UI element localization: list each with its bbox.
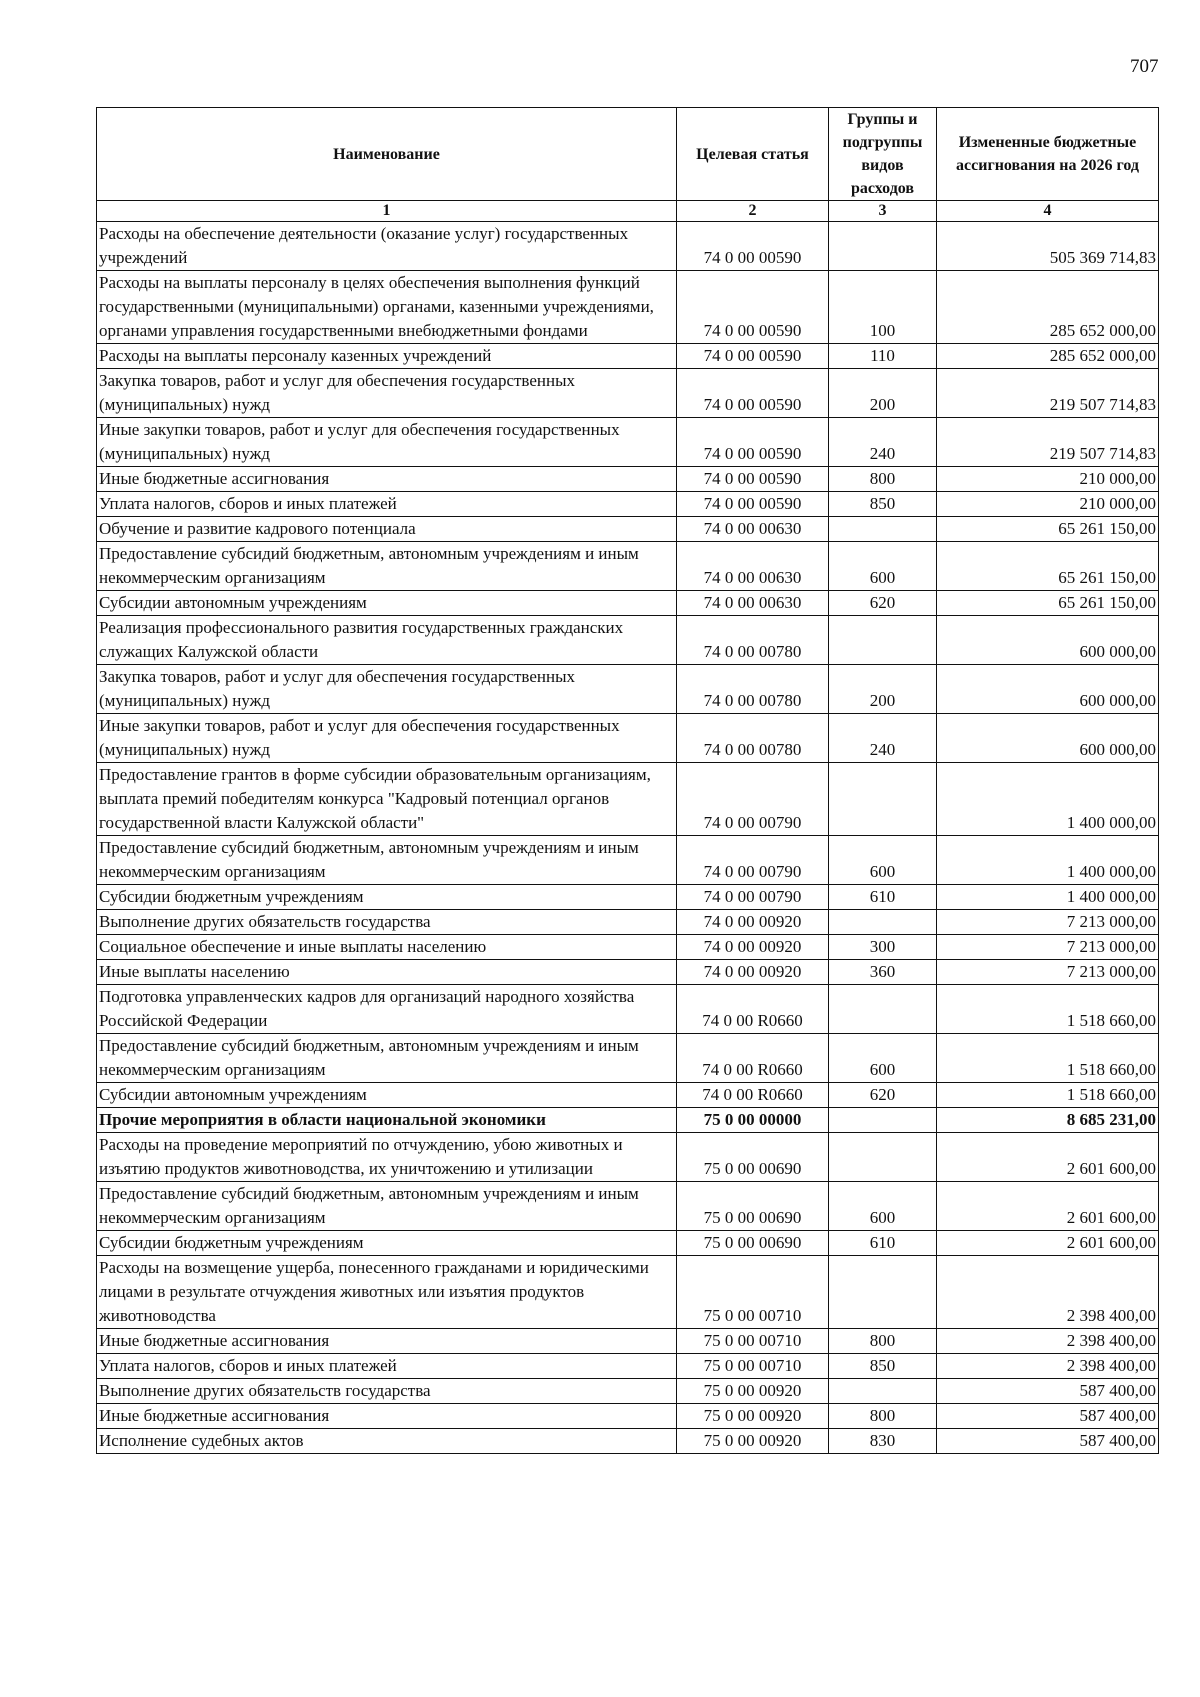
table-row: [97, 1256, 1159, 1329]
row-amount: 587 400,00: [937, 1429, 1159, 1454]
row-amount: 1 518 660,00: [937, 1034, 1159, 1083]
row-name: Субсидии автономным учреждениям: [97, 591, 677, 616]
table-row: [97, 517, 1159, 542]
row-group-code: 200: [829, 665, 937, 714]
row-name: Предоставление субсидий бюджетным, автономным учреждениям и иным некоммерческим организациям: [97, 1034, 677, 1083]
row-target-code: 74 0 00 00790: [677, 763, 829, 836]
table-row: [97, 492, 1159, 517]
row-target-code: 74 0 00 00590: [677, 344, 829, 369]
table-row: [97, 935, 1159, 960]
row-amount: 2 601 600,00: [937, 1133, 1159, 1182]
row-amount: 219 507 714,83: [937, 369, 1159, 418]
budget-table: [96, 107, 1159, 1454]
row-target-code: 74 0 00 00590: [677, 418, 829, 467]
row-amount: 285 652 000,00: [937, 271, 1159, 344]
row-name: Субсидии автономным учреждениям: [97, 1083, 677, 1108]
row-target-code: 75 0 00 00690: [677, 1182, 829, 1231]
row-name: Субсидии бюджетным учреждениям: [97, 1231, 677, 1256]
row-name: Иные бюджетные ассигнования: [97, 1404, 677, 1429]
row-target-code: 74 0 00 00630: [677, 517, 829, 542]
row-target-code: 74 0 00 00780: [677, 616, 829, 665]
header-col-num: 2: [677, 201, 829, 222]
row-amount: 65 261 150,00: [937, 517, 1159, 542]
row-target-code: 75 0 00 00690: [677, 1231, 829, 1256]
row-name: Закупка товаров, работ и услуг для обеспечения государственных (муниципальных) нужд: [97, 369, 677, 418]
row-group-code: [829, 1379, 937, 1404]
row-name: Обучение и развитие кадрового потенциала: [97, 517, 677, 542]
table-row: [97, 1429, 1159, 1454]
row-name: Иные бюджетные ассигнования: [97, 1329, 677, 1354]
table-row: [97, 418, 1159, 467]
table-row: [97, 1083, 1159, 1108]
row-name: Иные закупки товаров, работ и услуг для обеспечения государственных (муниципальных) нужд: [97, 418, 677, 467]
row-group-code: 620: [829, 1083, 937, 1108]
row-name: Реализация профессионального развития государственных гражданских служащих Калужской области: [97, 616, 677, 665]
table-row: [97, 665, 1159, 714]
row-name: Расходы на выплаты персоналу казенных учреждений: [97, 344, 677, 369]
row-amount: 219 507 714,83: [937, 418, 1159, 467]
table-row: [97, 222, 1159, 271]
row-amount: 65 261 150,00: [937, 542, 1159, 591]
row-target-code: 74 0 00 00780: [677, 714, 829, 763]
row-amount: 1 400 000,00: [937, 763, 1159, 836]
header-name: Наименование: [97, 108, 677, 201]
row-group-code: 600: [829, 542, 937, 591]
row-name: Выполнение других обязательств государства: [97, 910, 677, 935]
row-amount: 7 213 000,00: [937, 910, 1159, 935]
table-row: [97, 1404, 1159, 1429]
row-name: Уплата налогов, сборов и иных платежей: [97, 492, 677, 517]
row-target-code: 74 0 00 00920: [677, 935, 829, 960]
table-row: [97, 271, 1159, 344]
header-groups: Группы и подгруппы видов расходов: [829, 108, 937, 201]
table-row: [97, 885, 1159, 910]
row-target-code: 75 0 00 00920: [677, 1429, 829, 1454]
row-group-code: 200: [829, 369, 937, 418]
table-row: [97, 1108, 1159, 1133]
table-body: [97, 222, 1159, 1454]
table-row: [97, 714, 1159, 763]
table-row: [97, 763, 1159, 836]
row-group-code: 850: [829, 1354, 937, 1379]
row-name: Иные закупки товаров, работ и услуг для обеспечения государственных (муниципальных) нужд: [97, 714, 677, 763]
row-target-code: 74 0 00 00590: [677, 222, 829, 271]
row-name: Выполнение других обязательств государства: [97, 1379, 677, 1404]
row-amount: 2 601 600,00: [937, 1182, 1159, 1231]
header-amount: Измененные бюджетные ассигнования на 2026 год: [937, 108, 1159, 201]
row-amount: 587 400,00: [937, 1379, 1159, 1404]
row-target-code: 74 0 00 00590: [677, 271, 829, 344]
row-target-code: 74 0 00 00590: [677, 369, 829, 418]
table-header: [97, 108, 1159, 222]
page-number: 707: [1130, 56, 1159, 77]
row-target-code: 74 0 00 00590: [677, 467, 829, 492]
table-row: [97, 960, 1159, 985]
table-row: [97, 467, 1159, 492]
row-group-code: 800: [829, 1329, 937, 1354]
row-group-code: 110: [829, 344, 937, 369]
row-group-code: [829, 517, 937, 542]
row-group-code: [829, 222, 937, 271]
row-group-code: [829, 1256, 937, 1329]
row-name: Прочие мероприятия в области национальной экономики: [97, 1108, 677, 1133]
row-target-code: 75 0 00 00710: [677, 1256, 829, 1329]
row-group-code: [829, 763, 937, 836]
row-amount: 285 652 000,00: [937, 344, 1159, 369]
row-name: Исполнение судебных актов: [97, 1429, 677, 1454]
row-target-code: 75 0 00 00690: [677, 1133, 829, 1182]
row-group-code: [829, 985, 937, 1034]
header-col-num: 1: [97, 201, 677, 222]
row-group-code: 800: [829, 467, 937, 492]
header-col-num: 3: [829, 201, 937, 222]
row-name: Предоставление субсидий бюджетным, автономным учреждениям и иным некоммерческим организациям: [97, 836, 677, 885]
table-row: [97, 344, 1159, 369]
row-group-code: 360: [829, 960, 937, 985]
row-group-code: 100: [829, 271, 937, 344]
row-name: Предоставление субсидий бюджетным, автономным учреждениям и иным некоммерческим организациям: [97, 1182, 677, 1231]
row-name: Расходы на обеспечение деятельности (оказание услуг) государственных учреждений: [97, 222, 677, 271]
table-row: [97, 616, 1159, 665]
row-group-code: 240: [829, 418, 937, 467]
row-target-code: 74 0 00 R0660: [677, 1083, 829, 1108]
row-group-code: 300: [829, 935, 937, 960]
row-group-code: [829, 910, 937, 935]
table-row: [97, 1329, 1159, 1354]
row-amount: 1 518 660,00: [937, 985, 1159, 1034]
row-name: Подготовка управленческих кадров для организаций народного хозяйства Российской Федерации: [97, 985, 677, 1034]
row-group-code: 850: [829, 492, 937, 517]
row-target-code: 75 0 00 00710: [677, 1354, 829, 1379]
row-group-code: 600: [829, 1182, 937, 1231]
row-group-code: [829, 1108, 937, 1133]
row-amount: 8 685 231,00: [937, 1108, 1159, 1133]
table-row: [97, 1133, 1159, 1182]
row-amount: 600 000,00: [937, 714, 1159, 763]
header-col-num: 4: [937, 201, 1159, 222]
row-group-code: 610: [829, 885, 937, 910]
row-target-code: 74 0 00 00780: [677, 665, 829, 714]
row-name: Предоставление субсидий бюджетным, автономным учреждениям и иным некоммерческим организациям: [97, 542, 677, 591]
row-name: Предоставление грантов в форме субсидии образовательным организациям, выплата премий победителям конкурса "Кадровый потенциал органов государственной власти Калужской области": [97, 763, 677, 836]
row-group-code: 240: [829, 714, 937, 763]
row-group-code: 830: [829, 1429, 937, 1454]
row-name: Расходы на выплаты персоналу в целях обеспечения выполнения функций государственными (муниципальными) органами, казенными учреждениями, органами управления государственными внебюджетными фондами: [97, 271, 677, 344]
row-amount: 7 213 000,00: [937, 935, 1159, 960]
row-amount: 587 400,00: [937, 1404, 1159, 1429]
row-target-code: 75 0 00 00710: [677, 1329, 829, 1354]
row-name: Расходы на проведение мероприятий по отчуждению, убою животных и изъятию продуктов животноводства, их уничтожению и утилизации: [97, 1133, 677, 1182]
row-target-code: 74 0 00 00630: [677, 542, 829, 591]
row-target-code: 75 0 00 00000: [677, 1108, 829, 1133]
row-amount: 2 398 400,00: [937, 1329, 1159, 1354]
table-row: [97, 1182, 1159, 1231]
row-name: Социальное обеспечение и иные выплаты населению: [97, 935, 677, 960]
row-amount: 600 000,00: [937, 616, 1159, 665]
row-amount: 65 261 150,00: [937, 591, 1159, 616]
row-amount: 600 000,00: [937, 665, 1159, 714]
row-amount: 1 400 000,00: [937, 885, 1159, 910]
row-name: Закупка товаров, работ и услуг для обеспечения государственных (муниципальных) нужд: [97, 665, 677, 714]
row-group-code: [829, 1133, 937, 1182]
row-target-code: 74 0 00 00920: [677, 960, 829, 985]
row-name: Субсидии бюджетным учреждениям: [97, 885, 677, 910]
row-target-code: 74 0 00 00920: [677, 910, 829, 935]
table-row: [97, 591, 1159, 616]
table-row: [97, 1354, 1159, 1379]
row-name: Иные выплаты населению: [97, 960, 677, 985]
table-row: [97, 369, 1159, 418]
table-row: [97, 1231, 1159, 1256]
row-group-code: [829, 616, 937, 665]
row-target-code: 74 0 00 00790: [677, 885, 829, 910]
row-target-code: 75 0 00 00920: [677, 1379, 829, 1404]
row-name: Уплата налогов, сборов и иных платежей: [97, 1354, 677, 1379]
row-group-code: 800: [829, 1404, 937, 1429]
table-row: [97, 542, 1159, 591]
row-amount: 1 518 660,00: [937, 1083, 1159, 1108]
table-row: [97, 836, 1159, 885]
table-row: [97, 985, 1159, 1034]
row-target-code: 74 0 00 00790: [677, 836, 829, 885]
row-target-code: 75 0 00 00920: [677, 1404, 829, 1429]
row-amount: 2 601 600,00: [937, 1231, 1159, 1256]
row-amount: 2 398 400,00: [937, 1354, 1159, 1379]
row-target-code: 74 0 00 R0660: [677, 1034, 829, 1083]
row-amount: 210 000,00: [937, 467, 1159, 492]
table-row: [97, 910, 1159, 935]
header-target: Целевая статья: [677, 108, 829, 201]
row-name: Расходы на возмещение ущерба, понесенного гражданами и юридическими лицами в результате отчуждения животных или изъятия продуктов животноводства: [97, 1256, 677, 1329]
row-target-code: 74 0 00 00630: [677, 591, 829, 616]
row-group-code: 620: [829, 591, 937, 616]
row-amount: 1 400 000,00: [937, 836, 1159, 885]
table-row: [97, 1379, 1159, 1404]
row-group-code: 610: [829, 1231, 937, 1256]
row-group-code: 600: [829, 1034, 937, 1083]
row-target-code: 74 0 00 R0660: [677, 985, 829, 1034]
row-amount: 505 369 714,83: [937, 222, 1159, 271]
row-amount: 7 213 000,00: [937, 960, 1159, 985]
row-target-code: 74 0 00 00590: [677, 492, 829, 517]
table-row: [97, 1034, 1159, 1083]
row-amount: 2 398 400,00: [937, 1256, 1159, 1329]
row-amount: 210 000,00: [937, 492, 1159, 517]
row-name: Иные бюджетные ассигнования: [97, 467, 677, 492]
row-group-code: 600: [829, 836, 937, 885]
